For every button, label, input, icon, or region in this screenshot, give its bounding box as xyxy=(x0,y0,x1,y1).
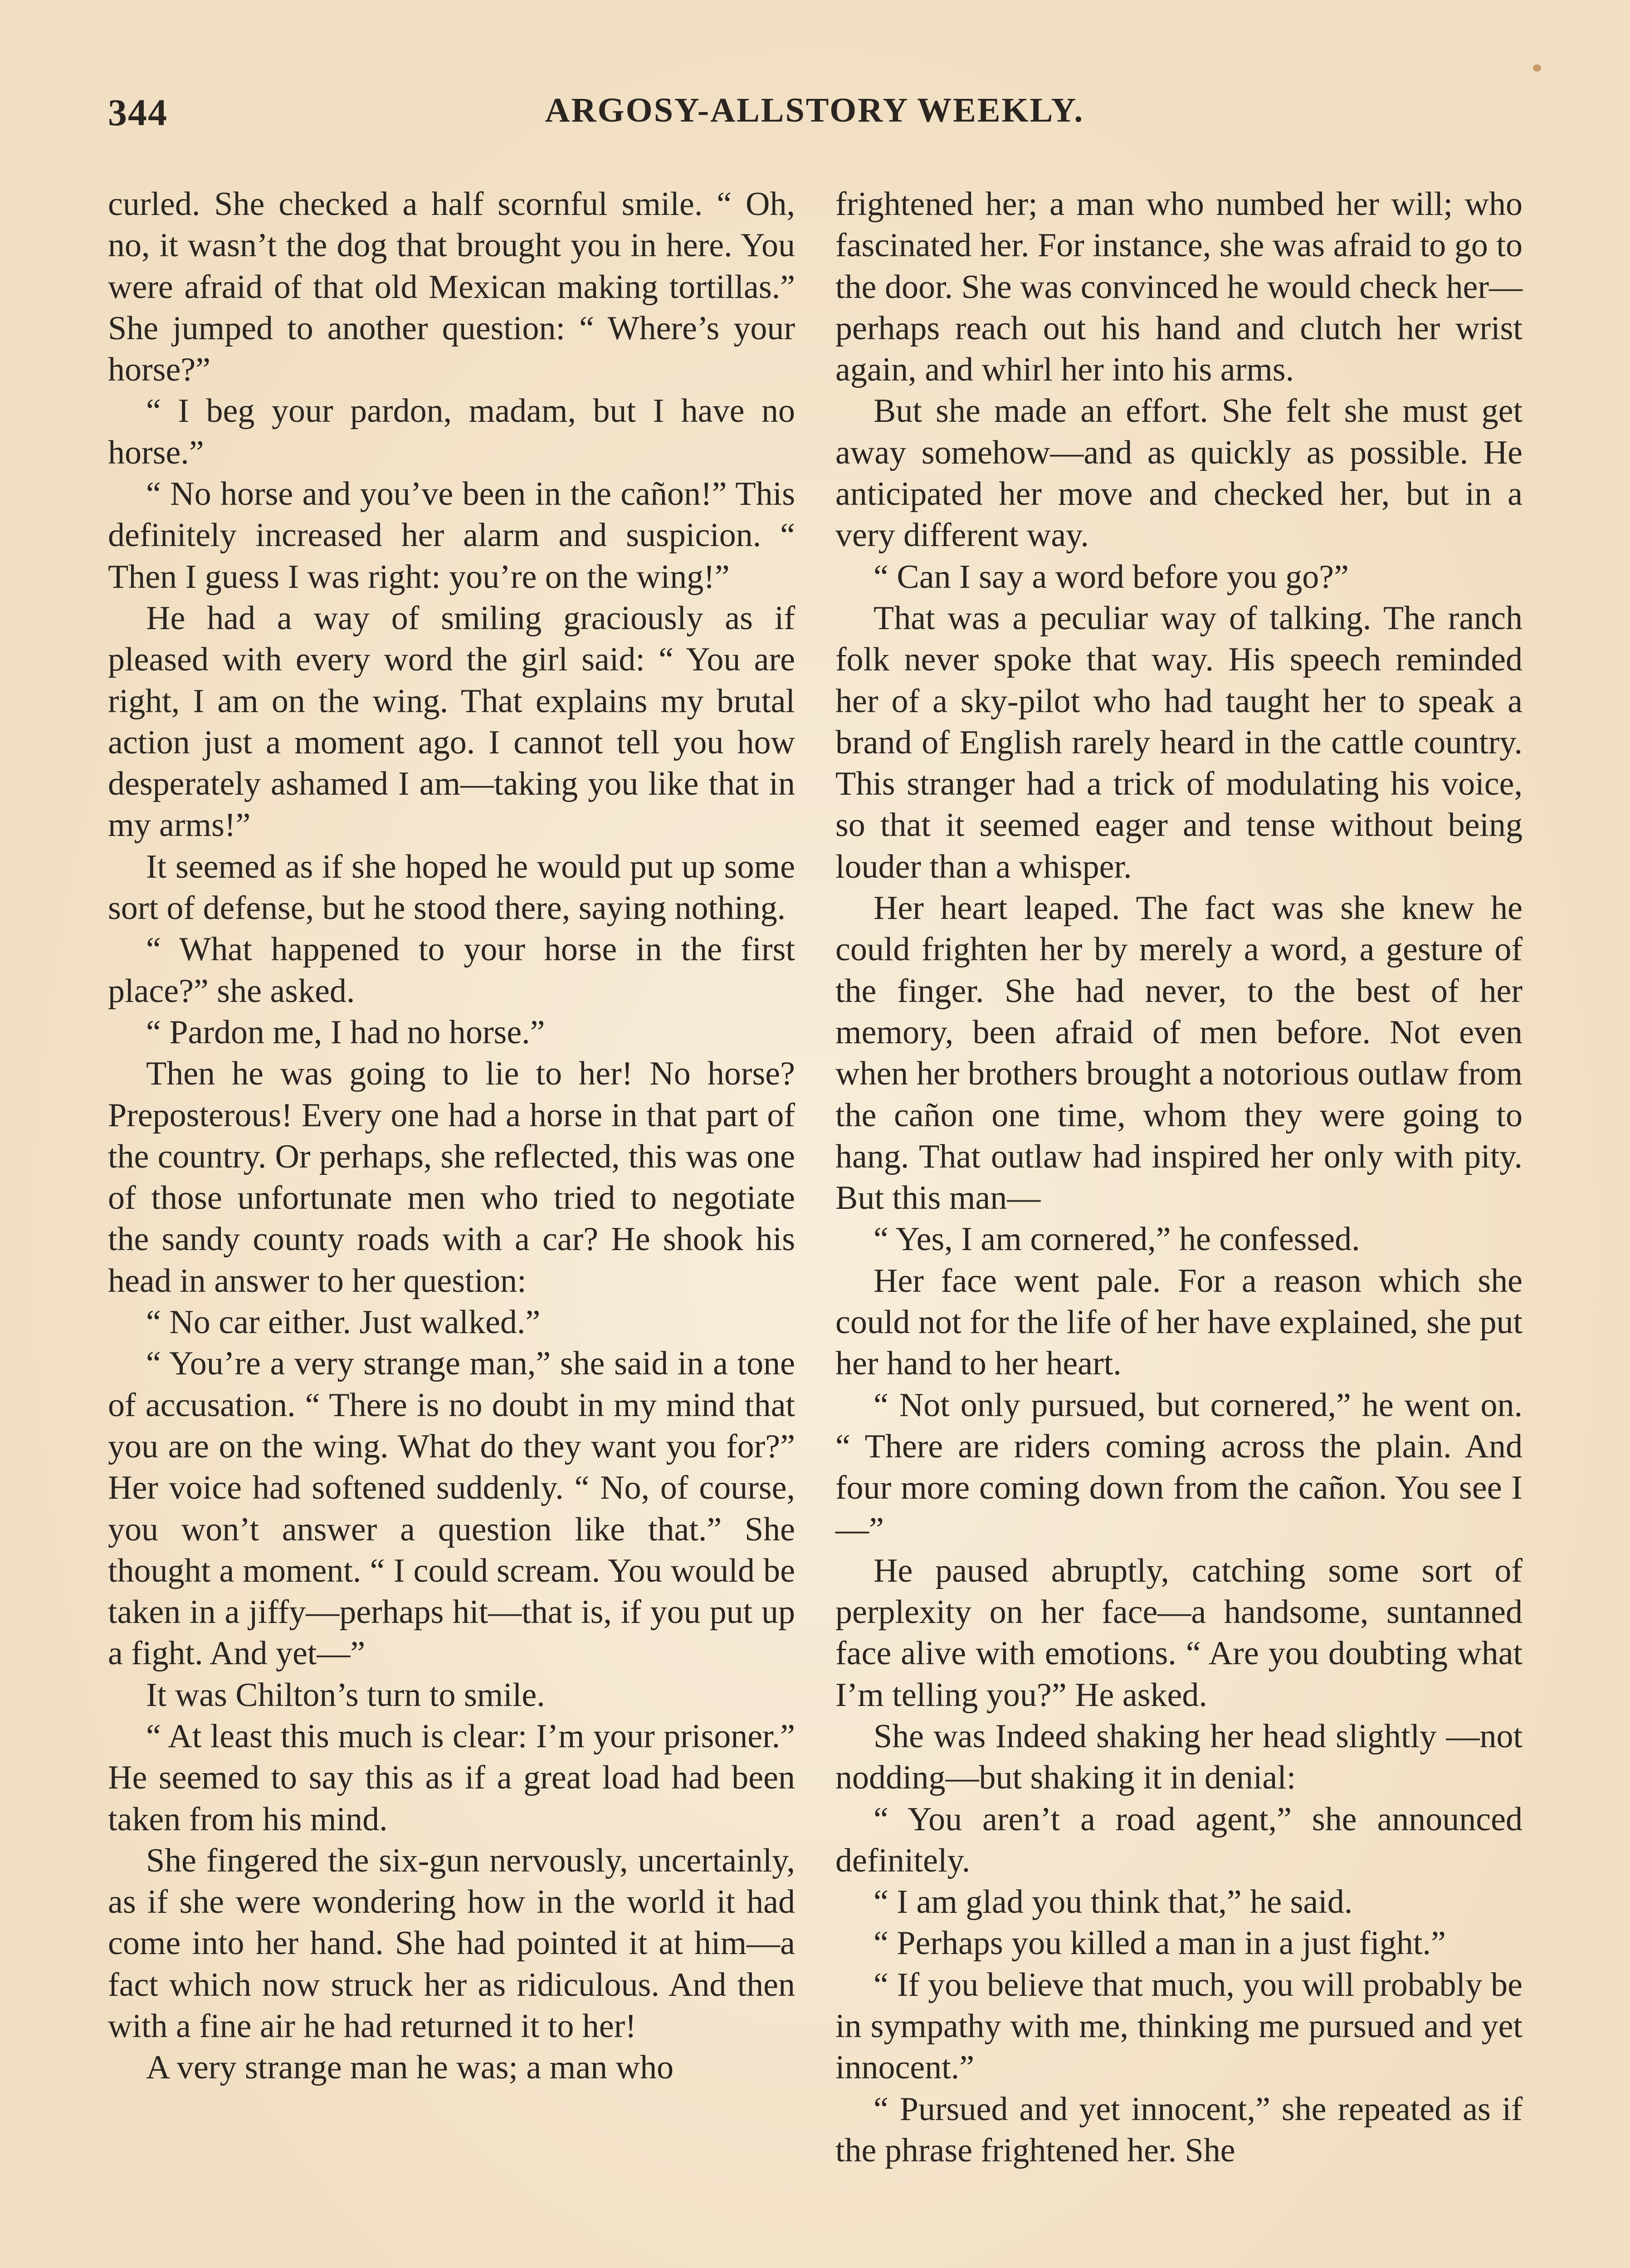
paragraph: It was Chilton’s turn to smile. xyxy=(146,1676,545,1714)
paragraph: She was Indeed shaking her head slightly —not nodding—but shaking it in denial: xyxy=(835,1717,1523,1797)
paragraph: She fingered the six-gun nervously, uncertainly, as if she were wondering how in the world it had come into her hand. She had pointed it at him—a fact which now struck her as ridiculous. And then with a fine air he had returned it to her! xyxy=(108,1842,795,2045)
paragraph: “ Pardon me, I had no horse.” xyxy=(146,1013,545,1051)
paragraph: “ You aren’t a road agent,” she announced definitely. xyxy=(835,1800,1523,1879)
paragraph: “ Can I say a word before you go?” xyxy=(874,558,1349,596)
paragraph: “ Perhaps you killed a man in a just fight.” xyxy=(874,1925,1446,1962)
paragraph: “ If you believe that much, you will probably be in sympathy with me, thinking me pursued and yet innocent.” xyxy=(835,1966,1523,2087)
text-column-right xyxy=(835,184,1523,2171)
paragraph: Her heart leaped. The fact was she knew he could frighten her by merely a word, a gesture of the finger. She had never, to the best of her memory, been afraid of men before. Not even when her brothers brought a notorious outlaw from the cañon one time, whom they were going to hang. That outlaw had inspired her only with pity. But this man— xyxy=(835,890,1523,1217)
page-number: 344 xyxy=(108,92,168,134)
text-column-left xyxy=(108,184,795,2089)
paragraph: frightened her; a man who numbed her will; who fascinated her. For instance, she was afraid to go to the door. She was convinced he would check her—perhaps reach out his hand and clutch her wrist again, and whirl her into his arms. xyxy=(835,186,1523,389)
paper-speck xyxy=(1533,64,1541,72)
paragraph: Her face went pale. For a reason which she could not for the life of her have explained, she put her hand to her heart. xyxy=(835,1262,1523,1383)
paragraph: “ You’re a very strange man,” she said in a tone of accusation. “ There is no doubt in my mind that you are on the wing. What do they want you for?” Her voice had softened suddenly. “ No, of course, you won’t answer a question like that.” She thought a moment. “ I could scream. You would be taken in a jiffy—perhaps hit—that is, if you put up a fight. And yet—” xyxy=(108,1345,795,1672)
paragraph: “ Pursued and yet innocent,” she repeated as if the phrase frightened her. She xyxy=(835,2090,1523,2169)
paragraph: “ Not only pursued, but cornered,” he went on. “ There are riders coming across the plain. And four more coming down from the cañon. You see I—” xyxy=(835,1386,1523,1548)
paragraph: “ I am glad you think that,” he said. xyxy=(874,1883,1353,1921)
paragraph: But she made an effort. She felt she must get away somehow—and as quickly as possible. He anticipated her move and checked her, but in a very different way. xyxy=(835,392,1523,554)
paragraph: “ What happened to your horse in the first place?” she asked. xyxy=(108,931,795,1010)
running-head: ARGOSY-ALLSTORY WEEKLY. xyxy=(545,91,1084,129)
paragraph: “ Yes, I am cornered,” he confessed. xyxy=(874,1221,1360,1258)
paragraph: A very strange man he was; a man who xyxy=(146,2049,674,2087)
page-header xyxy=(108,91,1521,150)
paragraph: “ At least this much is clear: I’m your prisoner.” He seemed to say this as if a great load had been taken from his mind. xyxy=(108,1717,795,1838)
paragraph: “ I beg your pardon, madam, but I have no horse.” xyxy=(108,392,795,471)
paragraph: “ No car either. Just walked.” xyxy=(146,1304,541,1341)
paragraph: It seemed as if she hoped he would put up some sort of defense, but he stood there, saying nothing. xyxy=(108,848,795,927)
paragraph: He paused abruptly, catching some sort of perplexity on her face—a handsome, suntanned face alive with emotions. “ Are you doubting what I’m telling you?” He asked. xyxy=(835,1552,1523,1714)
paragraph: He had a way of smiling graciously as if pleased with every word the girl said: “ You are right, I am on the wing. That explains my brutal action just a moment ago. I cannot tell you how desperately ashamed I am—taking you like that in my arms!” xyxy=(108,599,795,844)
paragraph: Then he was going to lie to her! No horse? Preposterous! Every one had a horse in that part of the country. Or perhaps, she reflected, this was one of those unfortunate men who tried to negotiate the sandy county roads with a car? He shook his head in answer to her question: xyxy=(108,1055,795,1300)
paragraph: “ No horse and you’ve been in the cañon!” This definitely increased her alarm and suspicion. “ Then I guess I was right: you’re on the wing!” xyxy=(108,475,795,596)
paragraph: That was a peculiar way of talking. The ranch folk never spoke that way. His speech reminded her of a sky-pilot who had taught her to speak a brand of English rarely heard in the cattle country. This stranger had a trick of modulating his voice, so that it seemed eager and tense without being louder than a whisper. xyxy=(835,599,1523,885)
paragraph: curled. She checked a half scornful smile. “ Oh, no, it wasn’t the dog that brought you in here. You were afraid of that old Mexican making tortillas.” She jumped to another question: “ Where’s your horse?” xyxy=(108,186,795,389)
